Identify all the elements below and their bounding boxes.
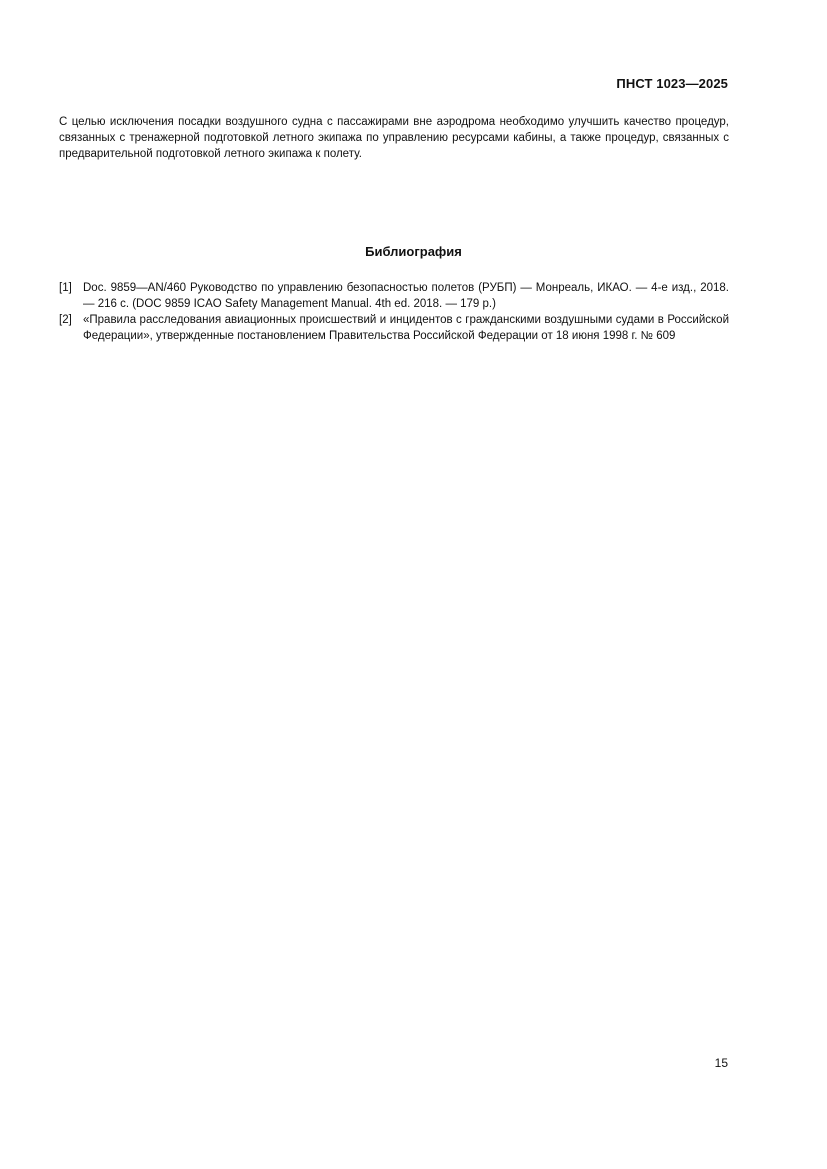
bibliography-title: Библиография xyxy=(365,244,462,259)
bibliography-list xyxy=(59,280,729,344)
document-code: ПНСТ 1023—2025 xyxy=(616,76,728,91)
bibliography-item xyxy=(59,312,729,344)
bibliography-item-text: «Правила расследования авиационных происшествий и инцидентов с гражданскими воздушными судами в Российской Федерации», утвержденные постановлением Правительства Российской Федерации от 18 июня 1998 г. № 609 xyxy=(83,314,729,342)
bibliography-item-text: Doc. 9859—AN/460 Руководство по управлению безопасностью полетов (РУБП) — Монреаль, ИКАО. — 4-е изд., 2018. — 216 с. (DOC 9859 ICAO Safety Management Manual. 4th ed. 2018. — 179 p.) xyxy=(83,282,729,310)
page-number: 15 xyxy=(714,1056,728,1070)
bibliography-item xyxy=(59,280,729,312)
bibliography-item-number: [2] xyxy=(59,314,72,326)
bibliography-item-number: [1] xyxy=(59,282,72,294)
body-paragraph: С целью исключения посадки воздушного судна с пассажирами вне аэродрома необходимо улучшить качество процедур, связанных с тренажерной подготовкой летного экипажа по управлению ресурсами кабины, а также процедур, связанных с предварительной подготовкой летного экипажа к полету. xyxy=(59,116,729,160)
